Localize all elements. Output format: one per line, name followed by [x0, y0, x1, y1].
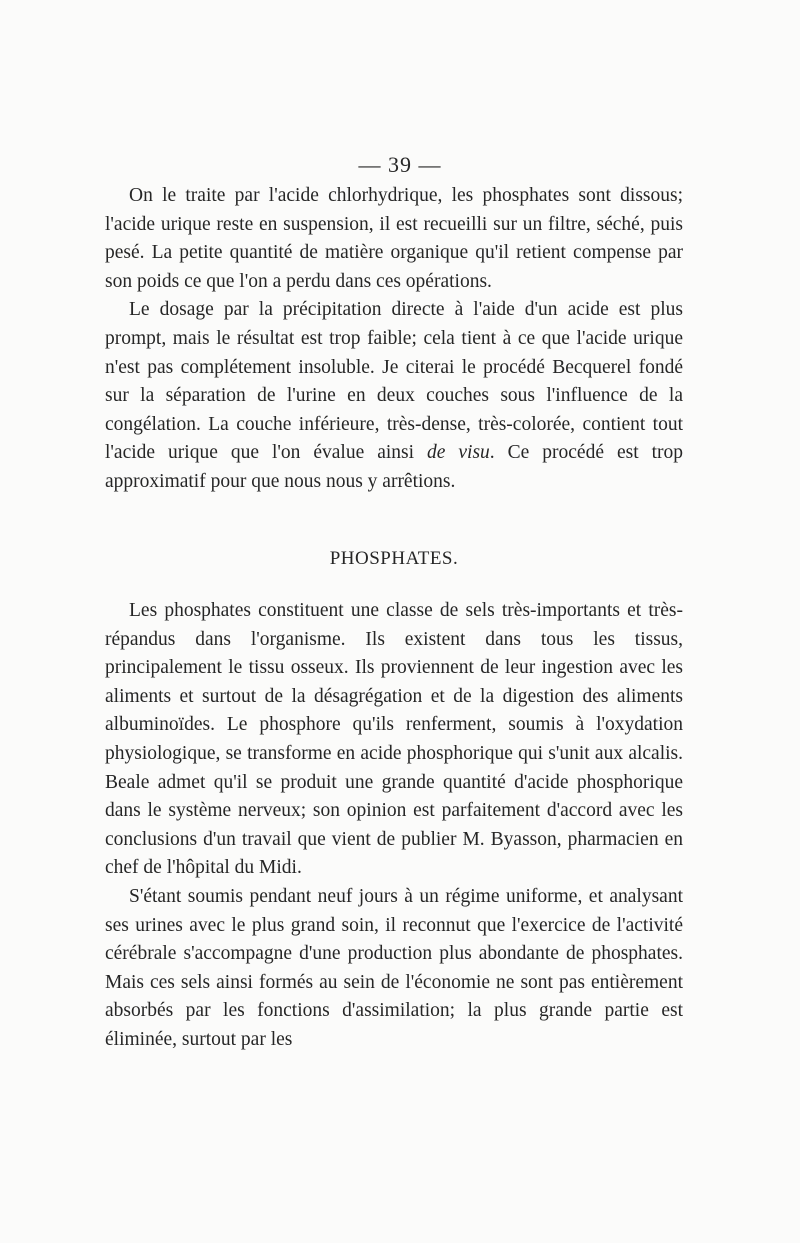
paragraph-byasson-study: S'étant soumis pendant neuf jours à un régime uniforme, et analysant ses urines avec le plus grand soin, il reconnut que l'exercice de l'activité cérébrale s'accompagne d'une production plus abondante de phosphates. Mais ces sels ainsi formés au sein de l'économie ne sont pas entièrement absorbés par les fonctions d'assimilation; la plus grande partie est éliminée, surtout par les — [105, 885, 683, 1050]
paragraph-phosphates-intro: Les phosphates constituent une classe de sels très-importants et très-répandus dans l'organisme. Ils existent dans tous les tissus, principalement le tissu osseux. Ils proviennent de leur ingestion avec les aliments et surtout de la désagrégation et de la digestion des aliments albuminoïdes. Le phosphore qu'ils renferment, soumis à l'oxydation physiologique, se transforme en acide phosphorique qui s'unit aux alcalis. Beale admet qu'il se produit une grande quantité d'acide phosphorique dans le système nerveux; son opinion est parfaitement d'accord avec les conclusions d'un travail que vient de publier M. Byasson, pharmacien en chef de l'hôpital du Midi. — [105, 600, 683, 879]
page-number: — 39 — — [358, 152, 442, 177]
text-block-upper — [105, 182, 683, 497]
text-block-lower — [105, 597, 683, 1055]
paragraph-acid-treatment: On le traite par l'acide chlorhydrique, les phosphates sont dissous; l'acide urique reste en suspension, il est recueilli sur un filtre, séché, puis pesé. La petite quantité de matière organique qu'il retient compense par son poids ce que l'on a perdu dans ces opérations. — [105, 185, 683, 292]
section-heading-phosphates: PHOSPHATES. — [329, 548, 459, 569]
italic-de-visu: de visu — [427, 442, 490, 464]
paragraph-direct-precipitation — [105, 296, 683, 496]
paragraph-direct-precipitation-text: Le dosage par la précipitation directe à l'aide d'un acide est plus prompt, mais le résultat est trop faible; cela tient à ce que l'acide urique n'est pas complétement insoluble. Je citerai le procédé Becquerel fondé sur la séparation de l'urine en deux couches sous l'influence de la congélation. La couche inférieure, très-dense, très-colorée, contient tout l'acide urique que l'on évalue ainsi — [105, 299, 683, 464]
paragraph-direct-precipitation-end: . Ce procédé est trop approximatif pour que nous nous y arrêtions. — [105, 442, 683, 492]
